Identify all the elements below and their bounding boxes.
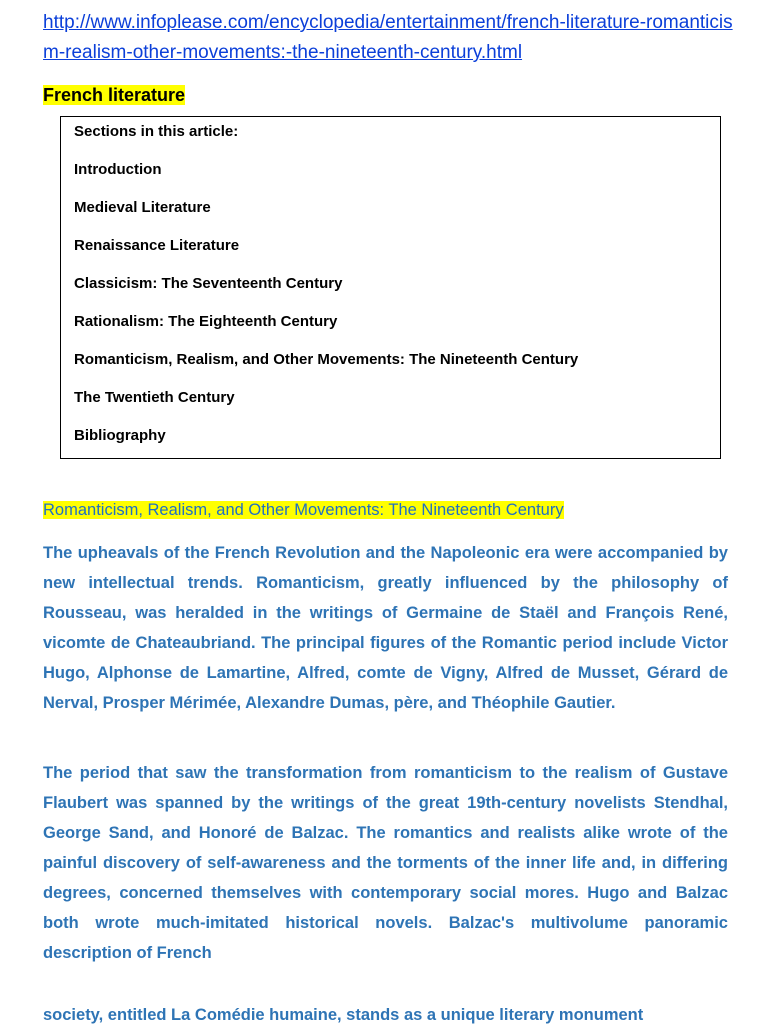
- paragraph-2: The period that saw the transformation from romanticism to the realism of Gustave Flaubert was spanned by the writings of the great 19th-century novelists Stendhal, George Sand, and Honoré de Balzac. The romantics and realists alike wrote of the painful discovery of self-awareness and the torments of the inner life and, in differing degrees, concerned themselves with contemporary social mores. Hugo and Balzac both wrote much-imitated historical novels. Balzac's multivolume panoramic description of French: [43, 764, 728, 962]
- page-title-text: French literature: [43, 85, 186, 105]
- section-heading: [43, 497, 564, 523]
- toc-heading: Sections in this article:: [74, 123, 239, 140]
- toc-item-rationalism[interactable]: Rationalism: The Eighteenth Century: [74, 313, 338, 330]
- toc-item-twentieth-century[interactable]: The Twentieth Century: [74, 389, 235, 406]
- toc-item-classicism[interactable]: Classicism: The Seventeenth Century: [74, 275, 343, 292]
- toc-item-medieval-literature[interactable]: Medieval Literature: [74, 199, 211, 216]
- toc-item-renaissance-literature[interactable]: Renaissance Literature: [74, 237, 240, 254]
- table-of-contents: [60, 116, 721, 459]
- paragraph-1: The upheavals of the French Revolution and the Napoleonic era were accompanied by new intellectual trends. Romanticism, greatly influenced by the philosophy of Rousseau, was heralded in the writings of Germaine de Staël and François René, vicomte de Chateaubriand. The principal figures of the Romantic period include Victor Hugo, Alphonse de Lamartine, Alfred, comte de Vigny, Alfred de Musset, Gérard de Nerval, Prosper Mérimée, Alexandre Dumas, père, and Théophile Gautier.: [43, 544, 728, 712]
- toc-item-bibliography[interactable]: Bibliography: [74, 427, 166, 444]
- toc-item-introduction[interactable]: Introduction: [74, 161, 162, 178]
- page-title: [43, 82, 185, 108]
- source-url-link[interactable]: http://www.infoplease.com/encyclopedia/entertainment/french-literature-romanticism-realism-other-movements:-the-nineteenth-century.html: [43, 12, 733, 63]
- section-heading-text: Romanticism, Realism, and Other Movements: The Nineteenth Century: [43, 501, 564, 519]
- toc-item-romanticism[interactable]: Romanticism, Realism, and Other Movements: The Nineteenth Century: [74, 351, 579, 368]
- paragraph-3: society, entitled La Comédie humaine, stands as a unique literary monument: [43, 1006, 644, 1024]
